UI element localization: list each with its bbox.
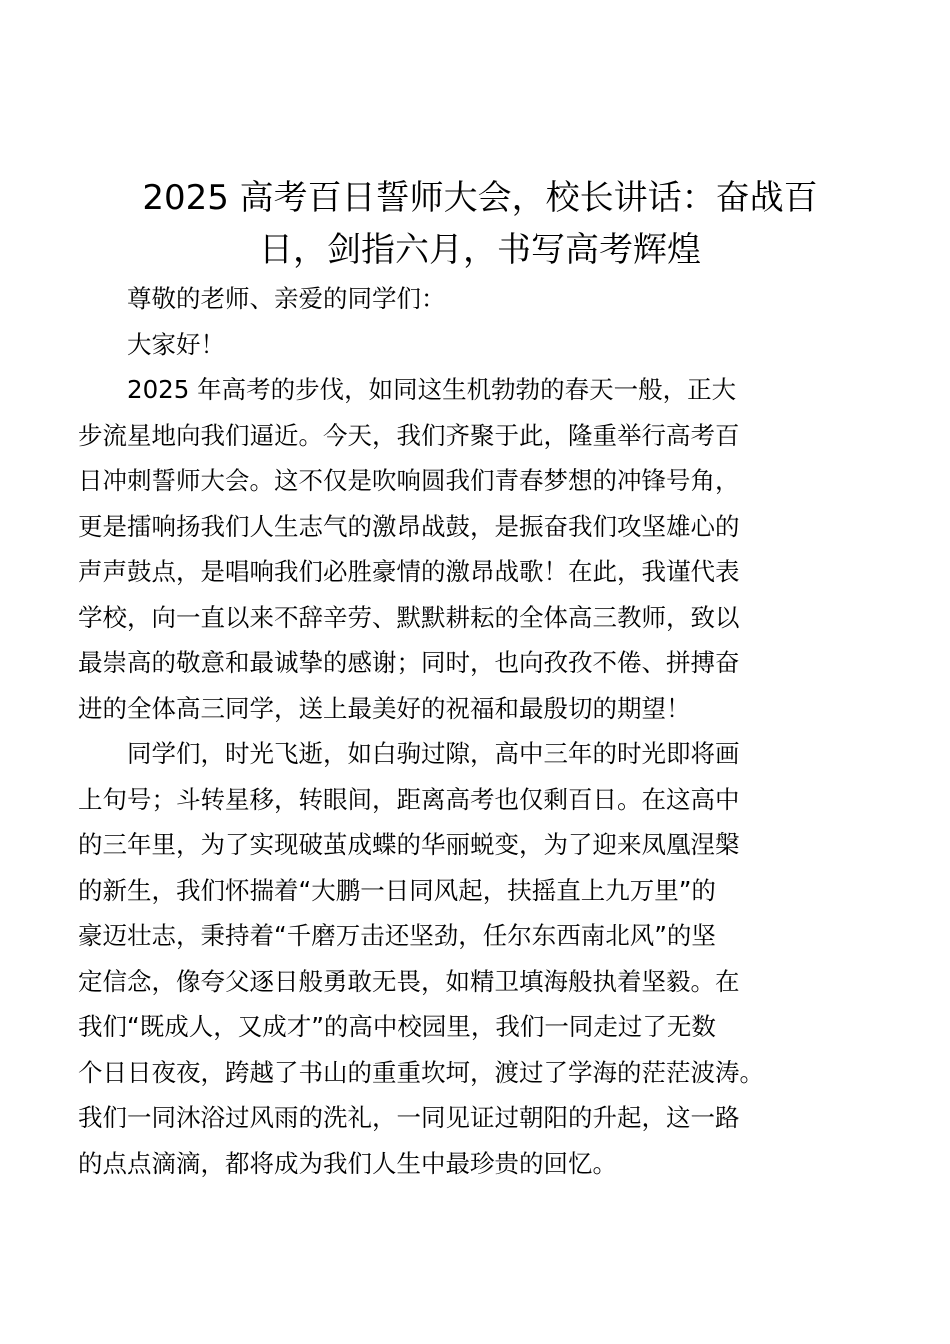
text-line: 进的全体高三同学，送上最美好的祝福和最殷切的期望！ — [78, 693, 691, 723]
text-line: 更是擂响扬我们人生志气的激昂战鼓，是振奋我们攻坚雄心的 — [78, 511, 740, 541]
text-line: 定信念，像夸父逐日般勇敢无畏，如精卫填海般执着坚毅。在 — [78, 966, 740, 996]
body-paragraph — [78, 367, 839, 731]
text-line: 日冲刺誓师大会。这不仅是吹响圆我们青春梦想的冲锋号角， — [78, 466, 740, 495]
text-line: 上句号；斗转星移，转眼间，距离高考也仅剩百日。在这高中 — [78, 784, 740, 814]
text-line: 最崇高的敬意和最诚挚的感谢；同时，也向孜孜不倦、拼搏奋 — [78, 648, 740, 677]
text-line: 声声鼓点，是唱响我们必胜豪情的激昂战歌！在此，我谨代表 — [78, 557, 740, 586]
salutation-paragraph — [127, 276, 839, 322]
text-line: 大家好！ — [127, 329, 225, 359]
body-paragraph — [78, 731, 839, 1186]
text-line: 2025 年高考的步伐，如同这生机勃勃的春天一般，正大 — [127, 375, 737, 404]
text-line: 尊敬的老师、亲爱的同学们： — [127, 284, 446, 313]
text-line: 学校，向一直以来不辞辛劳、默默耕耘的全体高三教师，致以 — [78, 602, 740, 632]
text-line: 步流星地向我们逼近。今天，我们齐聚于此，隆重举行高考百 — [78, 420, 740, 450]
text-line: 的新生，我们怀揣着“大鹏一日同风起，扶摇直上九万里”的 — [78, 875, 716, 905]
text-line: 豪迈壮志，秉持着“千磨万击还坚劲，任尔东西南北风”的坚 — [78, 921, 716, 950]
text-line: 个日日夜夜，跨越了书山的重重坎坷，渡过了学海的茫茫波涛。 — [78, 1057, 764, 1087]
document-body — [78, 276, 839, 1186]
greeting-paragraph — [127, 322, 839, 368]
text-line: 的三年里，为了实现破茧成蝶的华丽蜕变，为了迎来凤凰涅槃 — [78, 830, 740, 859]
text-line: 我们“既成人，又成才”的高中校园里，我们一同走过了无数 — [78, 1012, 716, 1041]
text-line: 的点点滴滴，都将成为我们人生中最珍贵的回忆。 — [78, 1148, 617, 1178]
title-line: 日，剑指六月，书写高考辉煌 — [259, 230, 701, 270]
text-line: 我们一同沐浴过风雨的洗礼，一同见证过朝阳的升起，这一路 — [78, 1103, 740, 1132]
document-title — [120, 172, 840, 276]
text-line: 同学们，时光飞逝，如白驹过隙，高中三年的时光即将画 — [127, 739, 740, 768]
title-line: 2025 高考百日誓师大会，校长讲话：奋战百 — [142, 178, 818, 218]
